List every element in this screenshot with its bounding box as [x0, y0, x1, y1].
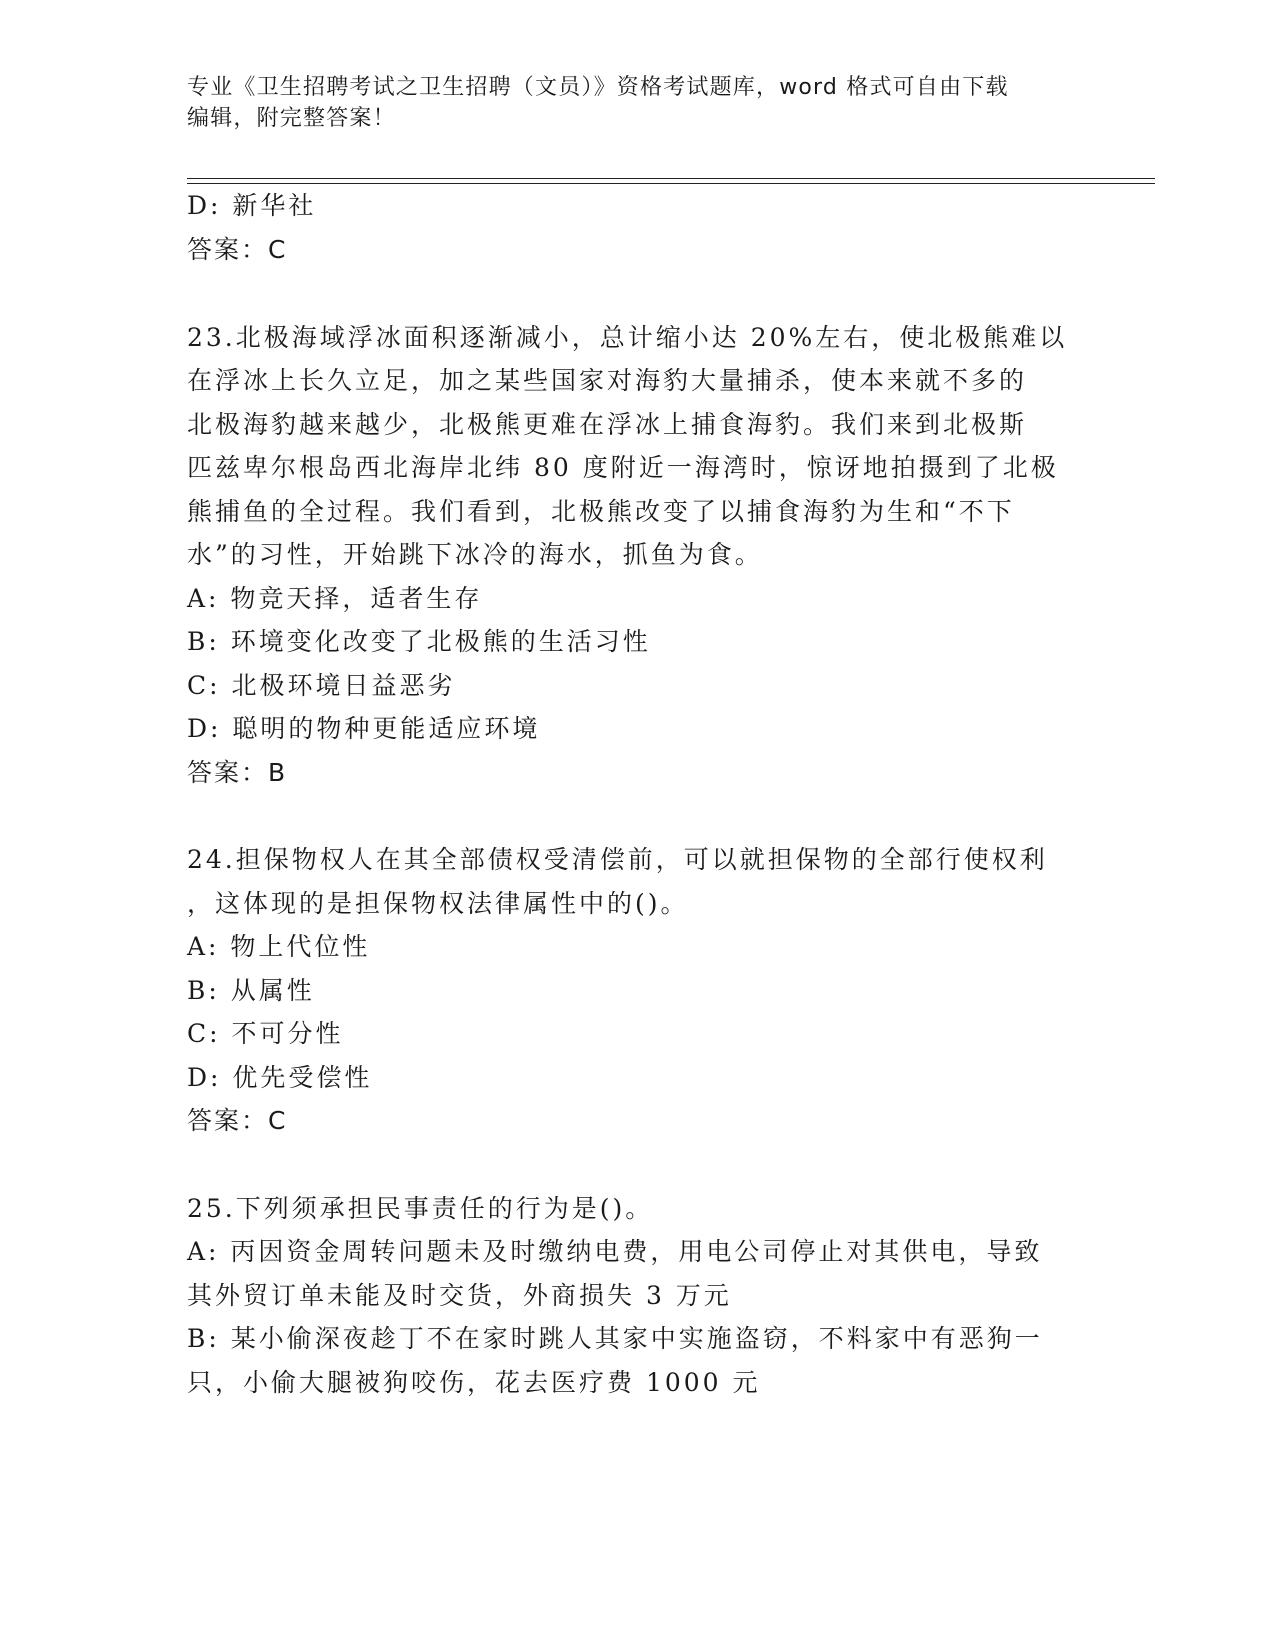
q24-option-c: C: 不可分性 — [187, 1019, 344, 1048]
header-divider-top — [187, 178, 1155, 179]
q25-stem-line: 25.下列须承担民事责任的行为是()。 — [187, 1194, 654, 1223]
q24-option-b: B: 从属性 — [187, 976, 315, 1005]
q23-option-c: C: 北极环境日益恶劣 — [187, 671, 456, 700]
q23-stem-line: 23.北极海域浮冰面积逐渐减小，总计缩小达 20%左右，使北极熊难以 — [187, 323, 1068, 352]
q23-stem-line: 匹兹卑尔根岛西北海岸北纬 80 度附近一海湾时，惊讶地拍摄到了北极 — [187, 453, 1059, 482]
q24-answer: 答案：C — [187, 1106, 288, 1135]
q23-stem-line: 在浮冰上长久立足，加之某些国家对海豹大量捕杀，使本来就不多的 — [187, 366, 1028, 395]
q24-option-d: D: 优先受偿性 — [187, 1063, 373, 1092]
q22-answer: 答案：C — [187, 235, 288, 264]
q24-option-a: A: 物上代位性 — [187, 932, 371, 961]
q23-option-a: A: 物竞天择，适者生存 — [187, 584, 483, 613]
q25-option-b-cont: 只，小偷大腿被狗咬伤，花去医疗费 1000 元 — [187, 1368, 761, 1397]
q23-stem-line: 熊捕鱼的全过程。我们看到，北极熊改变了以捕食海豹为生和“不下 — [187, 497, 1015, 526]
q23-option-d: D: 聪明的物种更能适应环境 — [187, 714, 541, 743]
q23-stem-line: 北极海豹越来越少，北极熊更难在浮冰上捕食海豹。我们来到北极斯 — [187, 410, 1028, 439]
header-line-2: 编辑，附完整答案！ — [187, 106, 396, 131]
q23-stem-line: 水”的习性，开始跳下冰冷的海水，抓鱼为食。 — [187, 540, 763, 569]
q24-stem-line: 24.担保物权人在其全部债权受清偿前，可以就担保物的全部行使权利 — [187, 845, 1048, 874]
document-header — [187, 72, 1087, 134]
q23-answer: 答案：B — [187, 758, 288, 787]
q24-stem-line: ，这体现的是担保物权法律属性中的()。 — [187, 889, 689, 918]
header-line-1: 专业《卫生招聘考试之卫生招聘（文员）》资格考试题库，word 格式可自由下载 — [187, 75, 1009, 100]
q23-option-b: B: 环境变化改变了北极熊的生活习性 — [187, 627, 651, 656]
q25-option-a: A: 丙因资金周转问题未及时缴纳电费，用电公司停止对其供电，导致 — [187, 1237, 1043, 1266]
q25-option-b: B: 某小偷深夜趁丁不在家时跳人其家中实施盗窃，不料家中有恶狗一 — [187, 1324, 1043, 1353]
q25-option-a-cont: 其外贸订单未能及时交货，外商损失 3 万元 — [187, 1281, 732, 1310]
q22-option-d: D: 新华社 — [187, 191, 317, 220]
header-divider-bottom — [187, 183, 1155, 184]
